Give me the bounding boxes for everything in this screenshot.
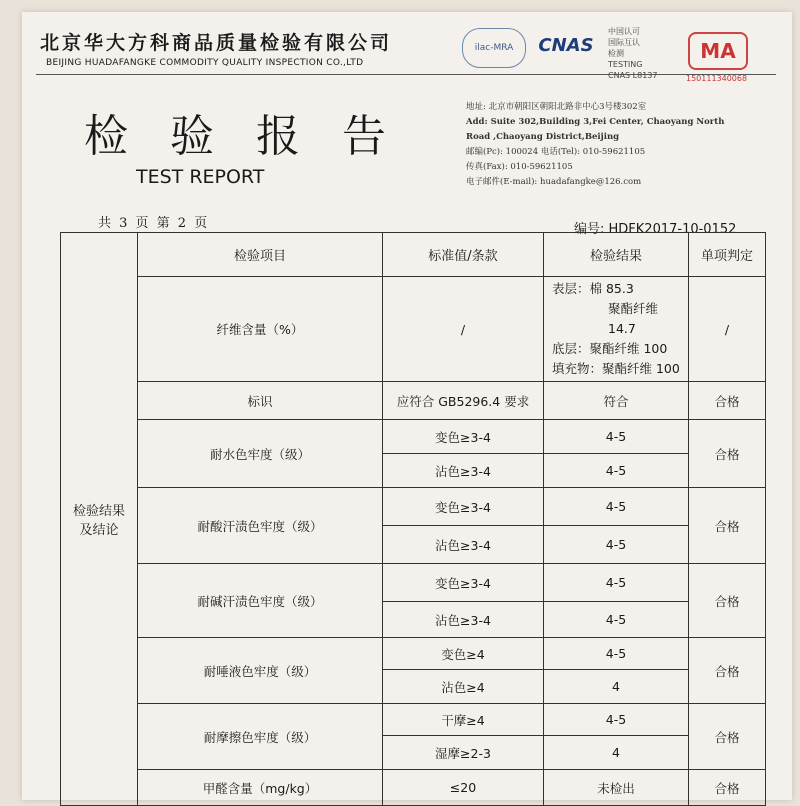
company-name-cn: 北京华大方科商品质量检验有限公司 — [40, 32, 393, 54]
cma-logo: MA — [688, 32, 748, 70]
table-row: 沾色≥4 4 — [61, 670, 766, 704]
table-row-label: 标识 应符合 GB5296.4 要求 符合 合格 — [61, 382, 766, 420]
table-row: 沾色≥3-4 4-5 — [61, 602, 766, 638]
address-block: 地址: 北京市朝阳区朝阳北路非中心3号楼302室 Add: Suite 302,Building 3,Fei Center, Chaoyang North Road ,Chaoyang District,Beijing 邮编(Pc): 100024 电话(Tel): 010-59621105 传真(Fax): 010-59621105 电子邮件(E-mail): huadafangke@126.com — [466, 102, 725, 187]
report-title-cn: 检 验 报 告 — [84, 111, 400, 162]
table-header-row — [61, 233, 766, 277]
section-label: 检验结果 及结论 — [61, 233, 138, 806]
table-row-fibre: 纤维含量（%） / 表层：棉 85.3 聚酯纤维 14.7 底层：聚酯纤维 100 填充物：聚酯纤维 100 / — [61, 277, 766, 382]
table-row: 耐碱汗渍色牢度（级） 变色≥3-4 4-5 合格 — [61, 564, 766, 602]
cnas-logo: CNAS — [538, 35, 594, 56]
table-row: 耐唾液色牢度（级） 变色≥4 4-5 合格 — [61, 638, 766, 670]
table-row: 耐酸汗渍色牢度（级） 变色≥3-4 4-5 合格 — [61, 488, 766, 526]
col-standard: 标准值/条款 — [383, 233, 544, 277]
company-name-en: BEIJING HUADAFANGKE COMMODITY QUALITY INSPECTION CO.,LTD — [46, 58, 364, 68]
table-row: 沾色≥3-4 4-5 — [61, 526, 766, 564]
results-table — [60, 232, 766, 806]
header-divider — [36, 74, 776, 75]
table-row-formaldehyde: 甲醛含量（mg/kg） ≤20 未检出 合格 — [61, 770, 766, 806]
table-row: 耐摩擦色牢度（级） 干摩≥4 4-5 合格 — [61, 704, 766, 736]
cnas-accreditation-text: 中国认可 国际互认 检测 TESTING CNAS L8137 — [608, 27, 658, 80]
ilac-mra-logo: ilac-MRA — [462, 28, 526, 68]
table-row: 耐水色牢度（级） 变色≥3-4 4-5 合格 — [61, 420, 766, 454]
col-item: 检验项目 — [138, 233, 383, 277]
table-row: 湿摩≥2-3 4 — [61, 736, 766, 770]
col-verdict: 单项判定 — [689, 233, 766, 277]
cma-number: 150111340068 — [686, 74, 748, 83]
table-row: 沾色≥3-4 4-5 — [61, 454, 766, 488]
report-title-en: TEST REPORT — [136, 166, 265, 188]
page-count: 共 3 页 第 2 页 — [98, 216, 210, 231]
report-number: 编号: HDFK2017-10-0152 — [574, 222, 737, 237]
col-result: 检验结果 — [544, 233, 689, 277]
